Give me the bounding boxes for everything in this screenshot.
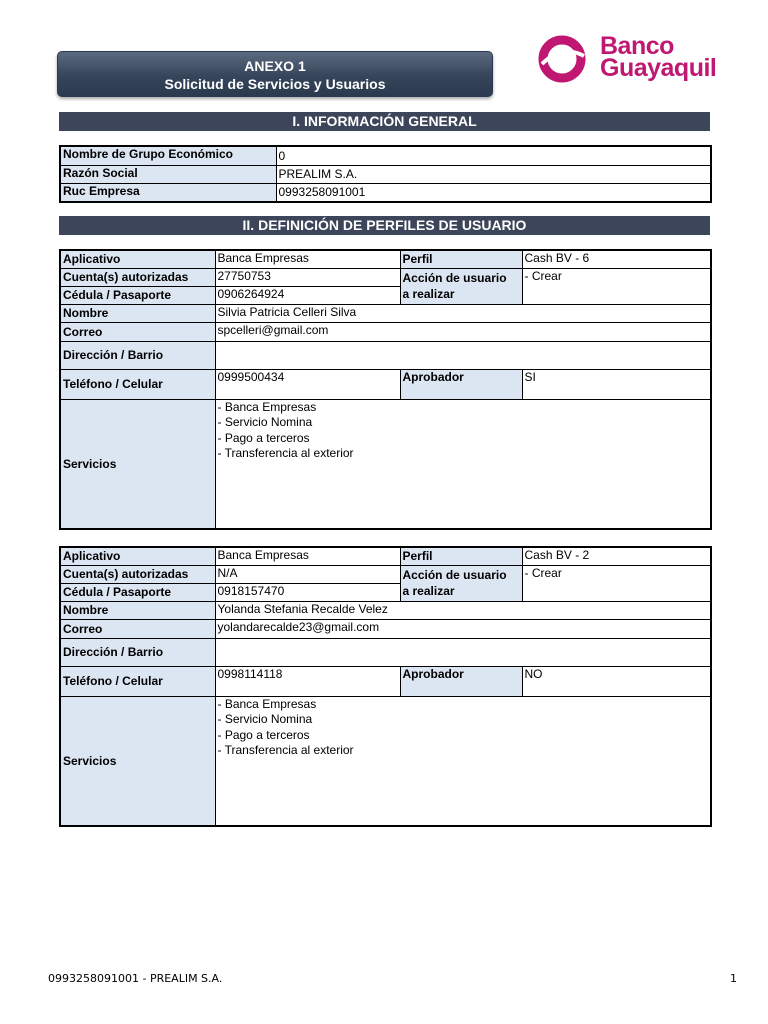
title-line-1: ANEXO 1 — [244, 58, 306, 74]
value-servicios — [215, 696, 711, 826]
value-ruc-empresa: 0993258091001 — [276, 183, 711, 202]
table-row — [60, 619, 711, 638]
table-row — [60, 399, 711, 529]
title-line-2: Solicitud de Servicios y Usuarios — [164, 76, 386, 92]
page-number: 1 — [730, 972, 737, 985]
label-correo: Correo — [60, 322, 215, 341]
list-item: - Transferencia al exterior — [217, 743, 354, 757]
list-item: - Servicio Nomina — [217, 712, 313, 726]
label-aplicativo: Aplicativo — [60, 547, 215, 565]
label-telefono: Teléfono / Celular — [60, 666, 215, 696]
table-row — [60, 547, 711, 565]
label-accion-line-2: a realizar — [402, 583, 455, 598]
user-profile-table — [59, 249, 712, 530]
label-accion-usuario — [400, 268, 522, 304]
value-telefono: 0999500434 — [215, 369, 400, 399]
value-telefono: 0998114118 — [215, 666, 400, 696]
list-item: - Transferencia al exterior — [217, 446, 354, 460]
document-title — [57, 51, 493, 97]
general-info-table — [59, 145, 712, 203]
list-item: - Banca Empresas — [217, 696, 317, 711]
table-row — [60, 666, 711, 696]
label-direccion: Dirección / Barrio — [60, 341, 215, 369]
table-row — [60, 322, 711, 341]
label-accion-line-1: Acción de usuario — [402, 270, 507, 285]
value-accion-usuario: - Crear — [522, 565, 711, 601]
bank-logo-icon — [534, 34, 592, 84]
value-correo: spcelleri@gmail.com — [215, 322, 711, 341]
label-perfil: Perfil — [400, 547, 522, 565]
table-row — [60, 565, 711, 583]
table-row — [60, 341, 711, 369]
label-accion-line-1: Acción de usuario — [402, 567, 507, 582]
label-servicios: Servicios — [60, 696, 215, 826]
list-item: - Pago a terceros — [217, 430, 310, 445]
label-aprobador: Aprobador — [400, 666, 522, 696]
value-servicios — [215, 399, 711, 529]
value-nombre: Yolanda Stefania Recalde Velez — [215, 601, 711, 619]
value-accion-usuario: - Crear — [522, 268, 711, 304]
value-cedula: 0918157470 — [215, 583, 400, 601]
value-cuentas: 27750753 — [215, 268, 400, 286]
table-row — [60, 268, 711, 286]
section-profiles-title: II. DEFINICIÓN DE PERFILES DE USUARIO — [59, 216, 710, 235]
user-profile-table — [59, 546, 712, 827]
label-cedula: Cédula / Pasaporte — [60, 583, 215, 601]
label-servicios: Servicios — [60, 399, 215, 529]
value-cuentas: N/A — [215, 565, 400, 583]
label-accion-usuario — [400, 565, 522, 601]
footer-left-text: 0993258091001 - PREALIM S.A. — [48, 972, 223, 985]
table-row — [60, 304, 711, 322]
value-aplicativo: Banca Empresas — [215, 547, 400, 565]
value-razon-social: PREALIM S.A. — [276, 165, 711, 183]
label-perfil: Perfil — [400, 250, 522, 268]
table-row — [60, 601, 711, 619]
label-accion-line-2: a realizar — [402, 286, 455, 301]
table-row — [60, 165, 711, 183]
list-item: - Pago a terceros — [217, 727, 310, 742]
label-nombre: Nombre — [60, 601, 215, 619]
label-aplicativo: Aplicativo — [60, 250, 215, 268]
list-item: - Servicio Nomina — [217, 415, 313, 429]
label-telefono: Teléfono / Celular — [60, 369, 215, 399]
label-cedula: Cédula / Pasaporte — [60, 286, 215, 304]
label-direccion: Dirección / Barrio — [60, 638, 215, 666]
label-ruc-empresa: Ruc Empresa — [60, 183, 276, 202]
bank-logo — [534, 34, 744, 86]
value-direccion — [215, 638, 711, 666]
table-row — [60, 696, 711, 826]
value-correo: yolandarecalde23@gmail.com — [215, 619, 711, 638]
label-razon-social: Razón Social — [60, 165, 276, 183]
logo-word-guayaquil: Guayaquil — [600, 54, 717, 82]
bank-logo-text — [600, 32, 717, 82]
label-aprobador: Aprobador — [400, 369, 522, 399]
label-nombre: Nombre — [60, 304, 215, 322]
table-row — [60, 250, 711, 268]
table-row — [60, 183, 711, 202]
section-general-info-title: I. INFORMACIÓN GENERAL — [59, 112, 710, 131]
label-cuentas: Cuenta(s) autorizadas — [60, 565, 215, 583]
value-grupo-economico: 0 — [276, 146, 711, 165]
value-perfil: Cash BV - 2 — [522, 547, 711, 565]
label-cuentas: Cuenta(s) autorizadas — [60, 268, 215, 286]
value-nombre: Silvia Patricia Celleri Silva — [215, 304, 711, 322]
value-aprobador: NO — [522, 666, 711, 696]
value-direccion — [215, 341, 711, 369]
table-row — [60, 369, 711, 399]
label-grupo-economico: Nombre de Grupo Económico — [60, 146, 276, 165]
label-correo: Correo — [60, 619, 215, 638]
value-aprobador: SI — [522, 369, 711, 399]
list-item: - Banca Empresas — [217, 399, 317, 414]
value-cedula: 0906264924 — [215, 286, 400, 304]
value-perfil: Cash BV - 6 — [522, 250, 711, 268]
value-aplicativo: Banca Empresas — [215, 250, 400, 268]
logo-word-banco: Banco — [600, 32, 674, 60]
table-row — [60, 638, 711, 666]
table-row — [60, 146, 711, 165]
